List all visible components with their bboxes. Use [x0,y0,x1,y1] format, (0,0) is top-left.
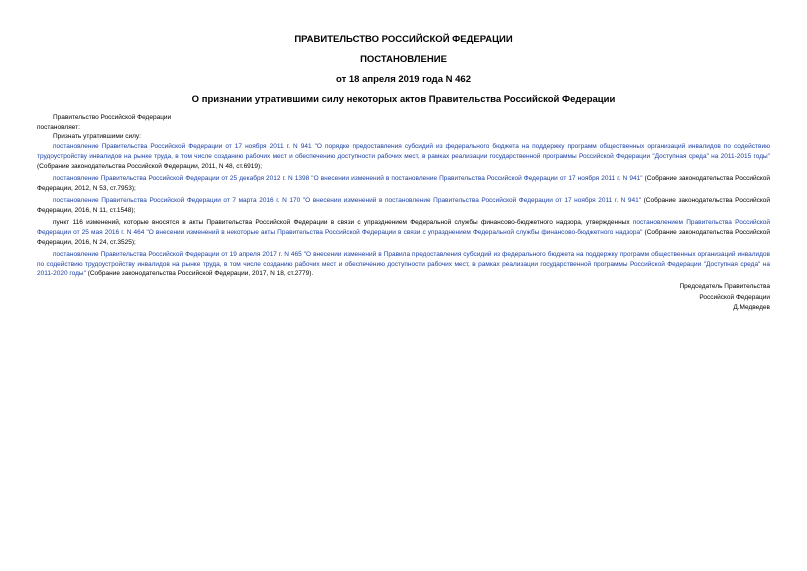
repealed-item-2 [37,174,770,193]
signer-name: Д.Медведев [733,304,770,312]
act-link-5[interactable]: постановление Правительства Российской Федерации от 19 апреля 2017 г. N 465 "О внесении изменений в Правила предоставления субсидий из федерального бюджета на поддержку программ общественных организаций инвалидов по содействию трудоустройству инвалидов на рынке труда, в том числе созданию рабочих мест и обеспечению доступности рабочих мест, в рамках реализации государственной программы Российской Федерации "Доступная среда" на 2011-2020 годы" [37,250,770,278]
repealed-item-1 [37,142,770,171]
signature-block [679,282,770,314]
act-source-5: (Собрание законодательства Российской Федерации, 2017, N 18, ст.2779). [85,270,314,278]
act-source-2: (Собрание законодательства Российской Федерации, 2012, N 53, ст.7953); [37,174,770,192]
document-subject: О признании утратившими силу некоторых актов Правительства Российской Федерации [191,94,616,105]
act-link-3[interactable]: постановление Правительства Российской Федерации от 7 марта 2016 г. N 170 "О внесении изменений в постановление Правительства Российской Федерации от 17 ноября 2011 г. N 941" [53,197,642,204]
act-source-4: (Собрание законодательства Российской Федерации, 2016, N 24, ст.3525); [37,228,770,246]
repealed-item-4 [37,218,770,247]
signer-position: Председатель Правительства [679,283,770,290]
document-type: ПОСТАНОВЛЕНИЕ [360,54,447,65]
act-source-1: (Собрание законодательства Российской Федерации, 2011, N 48, ст.6919); [37,162,262,170]
act-link-2[interactable]: постановление Правительства Российской Федерации от 25 декабря 2012 г. N 1398 "О внесении изменений в постановление Правительства Российской Федерации от 17 ноября 2011 г. N 941" [53,174,643,182]
issuer-title: ПРАВИТЕЛЬСТВО РОССИЙСКОЙ ФЕДЕРАЦИИ [294,34,513,45]
act-link-1[interactable]: постановление Правительства Российской Федерации от 17 ноября 2011 г. N 941 "О порядке предоставления субсидий из федерального бюджета на поддержку программ общественных организаций инвалидов по содействию трудоустройству инвалидов на рынке труда, в том числе созданию рабочих мест и обеспечению доступности рабочих мест, в рамках реализации государственной программы Российской Федерации "Доступная среда" на 2011-2015 годы" [37,143,770,160]
intro-declare: Признать утратившими силу: [53,133,141,141]
intro-issuer: Правительство Российской Федерации [53,114,172,121]
act-link-4[interactable]: постановлением Правительства Российской Федерации от 25 мая 2016 г. N 464 "О внесении изменений в некоторые акты Правительства Российской Федерации в связи с упразднением Федеральной службы финансово-бюджетного надзора" [37,219,771,236]
signer-organization: Российской Федерации [699,293,770,301]
repealed-item-3 [37,196,770,215]
act-lead-4: пункт 116 изменений, которые вносятся в акты Правительства Российской Федерации в связи с упразднением Федеральной службы финансово-бюджетного надзора, утвержденных [53,219,633,227]
intro-resolves: постановляет: [37,123,80,131]
document-date-number: от 18 апреля 2019 года N 462 [336,74,471,85]
act-source-3: (Собрание законодательства Российской Федерации, 2016, N 11, ст.1548); [37,197,770,214]
document-body [37,113,770,279]
repealed-item-5 [37,250,770,279]
